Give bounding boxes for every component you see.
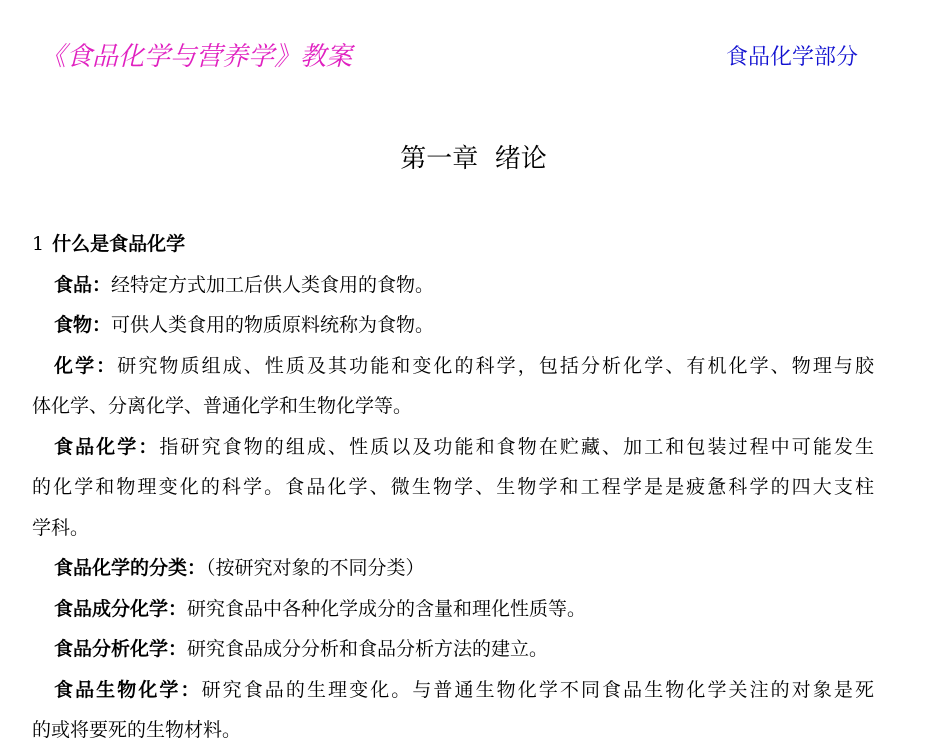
section-heading	[32, 224, 874, 265]
definition-food-chemistry	[32, 427, 874, 549]
definition-text: 指研究食物的组成、性质以及功能和食物在贮藏、加工和包装过程中可能发生	[159, 435, 874, 458]
section-number: 1	[32, 233, 45, 255]
definition-line	[32, 427, 874, 468]
term-label: 食品化学的分类：	[54, 557, 207, 579]
chapter-title: 第一章 绪论	[400, 144, 547, 174]
definition-line	[32, 670, 874, 711]
definition-line	[32, 467, 874, 508]
definition-text: 可供人类食用的物质原料统称为食物。	[111, 314, 435, 336]
page-header	[0, 36, 947, 76]
definition-chemistry	[32, 346, 874, 427]
definition-classification	[32, 548, 874, 589]
definition-text: 经特定方式加工后供人类食用的食物。	[111, 273, 435, 296]
course-title: 《食品化学与营养学》教案	[40, 42, 353, 72]
definition-biochemistry	[32, 670, 874, 751]
document-body	[32, 224, 874, 751]
definition-line	[32, 508, 874, 549]
definition-line	[32, 710, 874, 751]
term-label: 食品：	[54, 273, 112, 296]
definition-text: （按研究对象的不同分类）	[206, 557, 425, 579]
term-label: 食品化学：	[54, 435, 160, 458]
term-label: 食品生物化学：	[54, 678, 202, 701]
definition-text: 研究食品成分分析和食品分析方法的建立。	[187, 638, 549, 660]
definition-line	[32, 346, 874, 387]
definition-text: 的或将要死的生物材料。	[32, 719, 242, 741]
definition-text: 的化学和物理变化的科学。食品化学、微生物学、生物学和工程学是是疲惫科学的四大支柱	[32, 476, 874, 498]
definition-text: 研究食品的生理变化。与普通生物化学不同食品生物化学关注的对象是死	[201, 678, 874, 701]
section-heading-text: 什么是食品化学	[52, 233, 186, 255]
definition-analytical-chemistry	[32, 629, 874, 670]
term-label: 化学：	[54, 354, 118, 377]
term-label: 食品分析化学：	[54, 638, 188, 660]
term-label: 食品成分化学：	[54, 597, 188, 620]
term-label: 食物：	[54, 314, 112, 336]
definition-text: 学科。	[32, 516, 90, 539]
definition-line	[32, 386, 874, 427]
definition-food	[32, 265, 874, 306]
definition-text: 研究物质组成、性质及其功能和变化的科学，包括分析化学、有机化学、物理与胶	[117, 354, 874, 377]
definition-text: 研究食品中各种化学成分的含量和理化性质等。	[187, 597, 587, 620]
definition-text: 体化学、分离化学、普通化学和生物化学等。	[32, 395, 413, 417]
section-label: 食品化学部分	[725, 45, 858, 70]
definition-component-chemistry	[32, 589, 874, 630]
definition-foodstuff	[32, 305, 874, 346]
